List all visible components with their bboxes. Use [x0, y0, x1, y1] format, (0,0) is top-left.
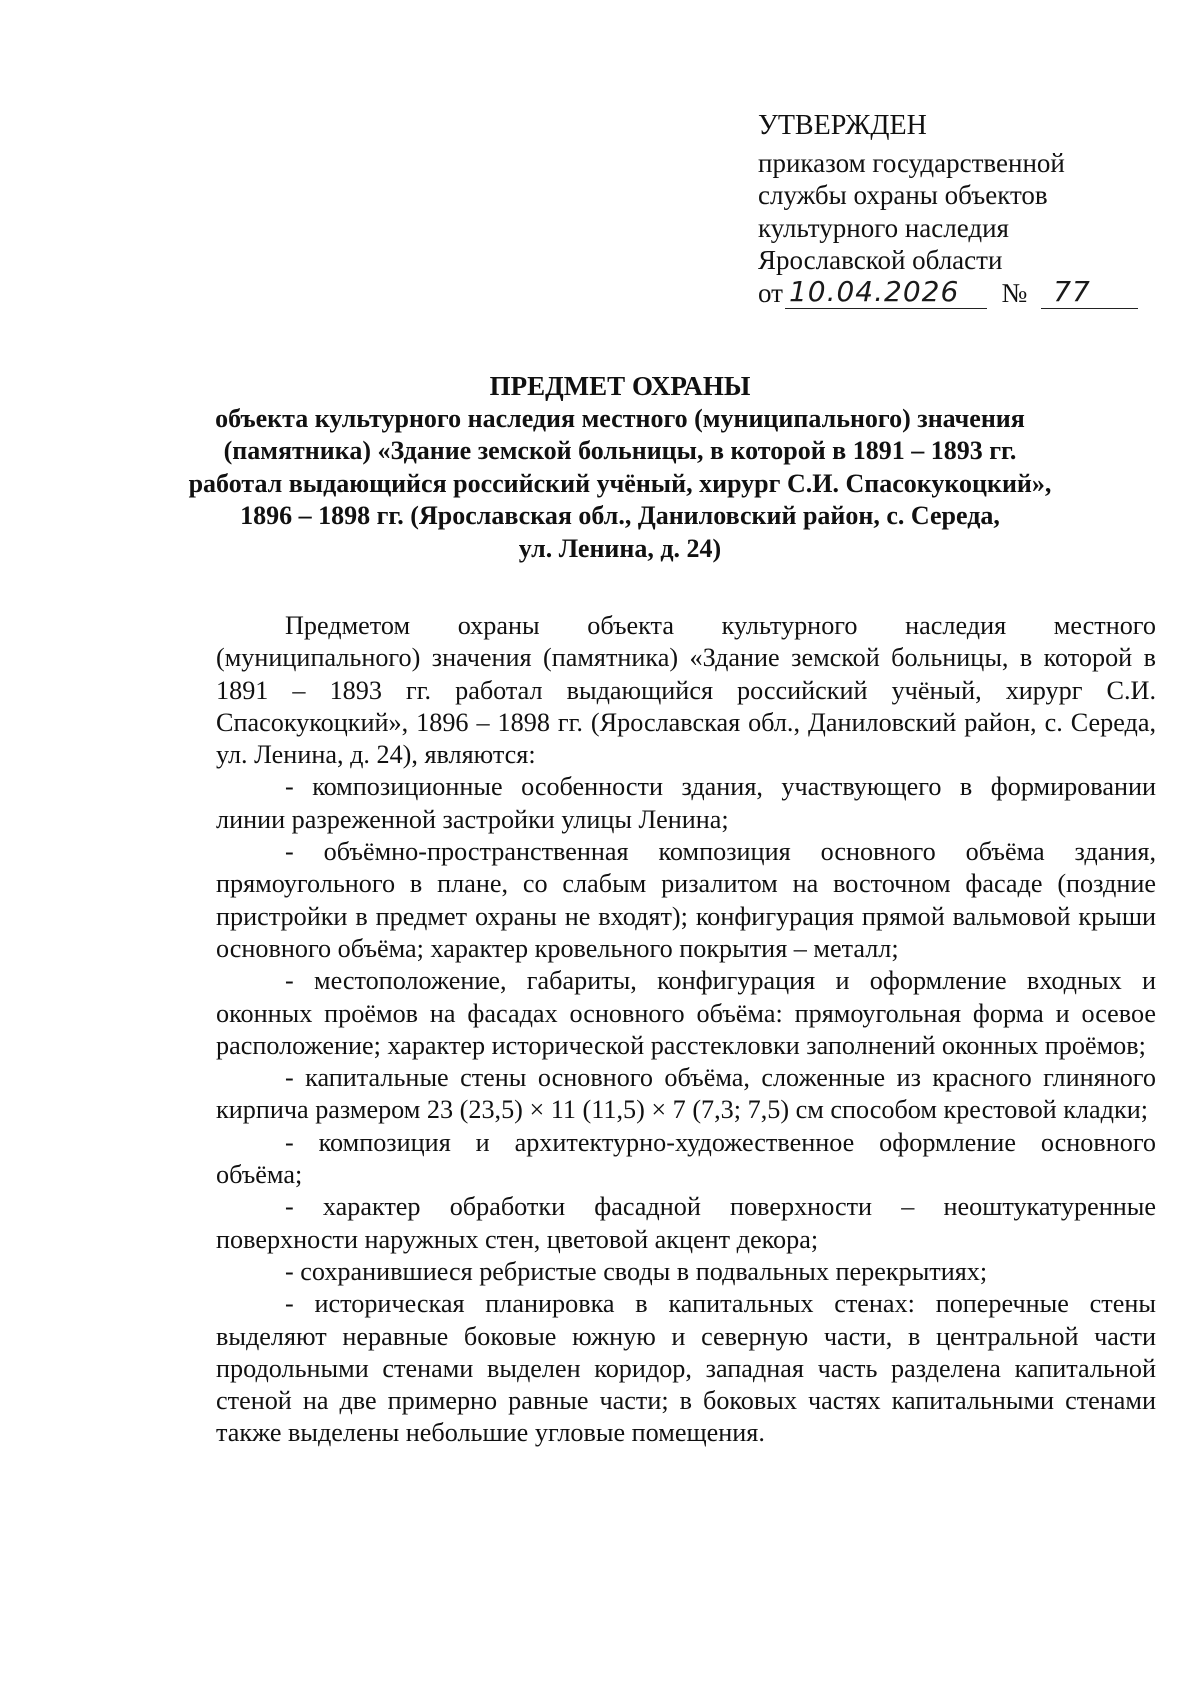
list-item: - капитальные стены основного объёма, сложенные из красного глиняного кирпича размером 23 (23,5) × 11 (11,5) × 7 (7,3; 7,5) см способом крестовой кладки; [216, 1063, 1156, 1125]
approval-line-1: приказом государственной [758, 147, 1065, 178]
approval-block [758, 110, 1138, 309]
title-line-2: (памятника) «Здание земской больницы, в которой в 1891 – 1893 гг. [223, 436, 1017, 465]
number-sign: № [1001, 277, 1028, 308]
title-line-1: объекта культурного наследия местного (муниципального) значения [215, 403, 1025, 433]
title-line-3: работал выдающийся российский учёный, хирург С.И. Спасокукоцкий», [188, 468, 1052, 498]
list-item: - сохранившиеся ребристые своды в подвальных перекрытиях; [285, 1256, 988, 1286]
approval-line-4: Ярославской области [758, 245, 1003, 275]
list-item: - композиция и архитектурно-художественное оформление основного объёма; [216, 1127, 1156, 1190]
list-item: - местоположение, габариты, конфигурация и оформление входных и оконных проёмов на фасадах основного объёма: прямоугольная форма и осевое расположение; характер исторической расстекловки заполнений оконных проёмов; [216, 966, 1156, 1060]
list-item: - историческая планировка в капитальных стенах: поперечные стены выделяют неравные боковые южную и северную части, в центральной части продольными стенами выделен коридор, западная часть разделена капитальной стеной на две примерно равные части; в боковых частях капитальными стенами также выделены небольшие угловые помещения. [216, 1289, 1156, 1448]
intro-paragraph: Предметом охраны объекта культурного наследия местного (муниципального) значения (памятника) «Здание земской больницы, в которой в 1891 – 1893 гг. работал выдающийся российский учёный, хирург С.И. Спасокукоцкий», 1896 – 1898 гг. (Ярославская обл., Даниловский район, с. Середа, ул. Ленина, д. 24), являются: [216, 611, 1156, 770]
approval-heading: УТВЕРЖДЕН [758, 110, 927, 141]
document-body [216, 610, 1156, 1450]
handwritten-number: 77 [1041, 279, 1138, 309]
approval-date-line [758, 277, 1138, 310]
list-item: - характер обработки фасадной поверхности – неоштукатуренные поверхности наружных стен, цветовой акцент декора; [216, 1192, 1156, 1254]
title-line-4: 1896 – 1898 гг. (Ярославская обл., Даниловский район, с. Середа, [240, 501, 1000, 530]
title-main: ПРЕДМЕТ ОХРАНЫ [489, 371, 751, 401]
handwritten-date: 10.04.2026 [785, 279, 987, 309]
list-item: - композиционные особенности здания, участвующего в формировании линии разреженной застройки улицы Ленина; [216, 772, 1156, 834]
document-title [180, 370, 1060, 565]
approval-line-2: службы охраны объектов [758, 180, 1048, 210]
list-item: - объёмно-пространственная композиция основного объёма здания, прямоугольного в плане, со слабым ризалитом на восточном фасаде (поздние пристройки в предмет охраны не входят); конфигурация прямой вальмовой крыши основного объёма; характер кровельного покрытия – металл; [216, 837, 1156, 963]
approval-line-3: культурного наследия [758, 212, 1009, 243]
date-prefix: от [758, 277, 783, 308]
title-line-5: ул. Ленина, д. 24) [518, 533, 722, 563]
